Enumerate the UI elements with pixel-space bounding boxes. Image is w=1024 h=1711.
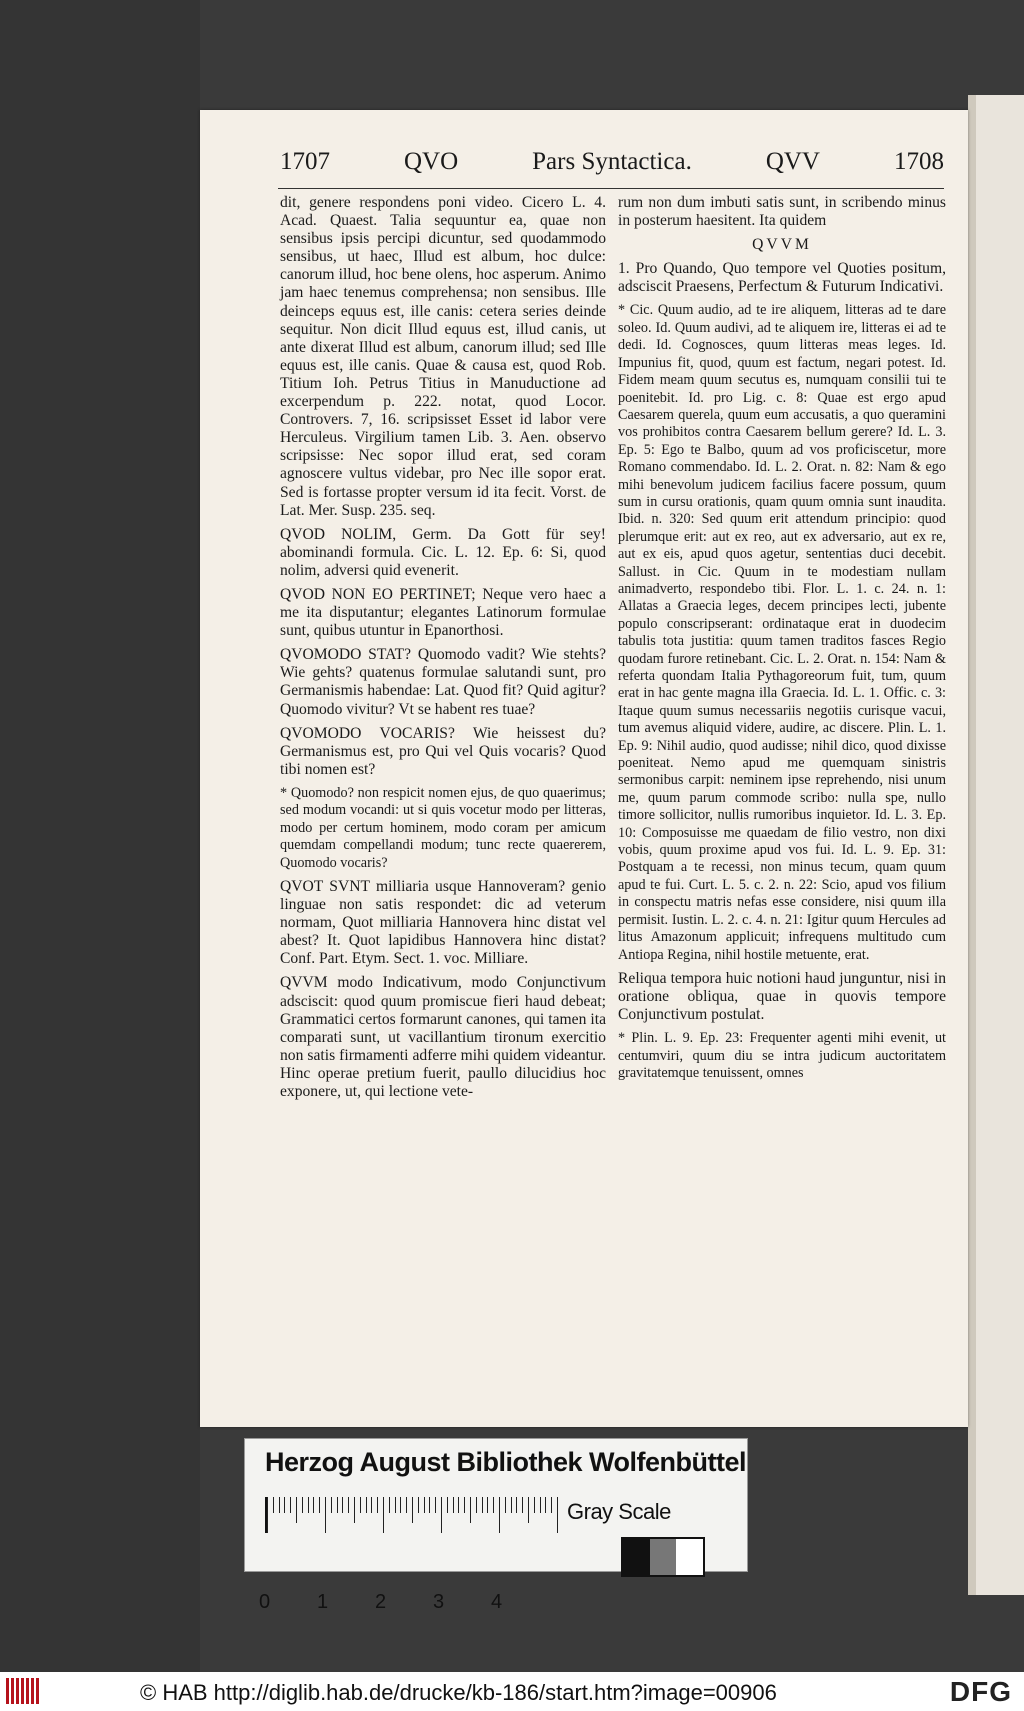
ruler-tick (313, 1497, 314, 1513)
ruler-tick (505, 1497, 506, 1513)
scanner-background (0, 0, 200, 1672)
ruler-tick (447, 1497, 448, 1513)
gray-scale-swatch (621, 1537, 705, 1577)
dfg-logo: DFG (949, 1676, 1012, 1707)
ruler-tick (470, 1497, 471, 1523)
library-name: Herzog August Bibliothek Wolfenbüttel (265, 1447, 746, 1477)
ruler-tick (516, 1497, 517, 1513)
hab-logo-icon (6, 1678, 46, 1704)
next-page-edge (968, 95, 1024, 1595)
ruler-tick (551, 1497, 552, 1513)
book-page (200, 110, 968, 1427)
ruler-tick (557, 1497, 558, 1533)
entry-quod-non-eo-pertinet: QVOD NON EO PERTINET; Neque vero haec a me ita disputantur; elegantes Latinorum formulae sunt, quibus utuntur in Epanorthosi. (280, 585, 606, 640)
ruler-tick (290, 1497, 291, 1513)
ruler-tick (383, 1497, 384, 1533)
ruler-number: 4 (491, 1591, 503, 1613)
ruler-tick (412, 1497, 413, 1523)
right-keyword: QVV (765, 148, 820, 175)
ruler-tick (308, 1497, 309, 1513)
entry-quomodo-vocaris: QVOMODO VOCARIS? Wie heissest du? Germanismus est, pro Qui vel Quis vocaris? Quod tibi nomen est? (280, 724, 606, 778)
paragraph: rum non dum imbuti satis sunt, in scribendo minus in posterum haesitent. Ita quidem (618, 194, 946, 230)
ruler-tick (342, 1497, 343, 1513)
right-page-number: 1708 (893, 148, 944, 175)
ruler-number: 1 (317, 1591, 329, 1613)
ruler-tick (354, 1497, 355, 1523)
ruler-tick (511, 1497, 512, 1513)
left-page-number: 1707 (280, 148, 330, 175)
ruler-tick (528, 1497, 529, 1523)
ruler-tick (476, 1497, 477, 1513)
left-column (280, 194, 606, 1107)
ruler-tick (435, 1497, 436, 1513)
entry-quomodo-stat: QVOMODO STAT? Quomodo vadit? Wie stehts? Wie gehts? quatenus formulae salutandi sunt, pro Germanismis habendae: Lat. Quod fit? Quid agitur? Quomodo vivitur? Vt se habent res tuae? (280, 646, 606, 718)
left-keyword: QVO (403, 148, 459, 175)
ruler-tick (482, 1497, 483, 1513)
ruler-tick (522, 1497, 523, 1513)
footer-bar (0, 1672, 1024, 1711)
page-header (280, 148, 944, 188)
ruler-tick (487, 1497, 488, 1513)
gray-scale-label: Gray Scale (567, 1499, 671, 1524)
ruler-tick (499, 1497, 500, 1533)
ruler-tick (400, 1497, 401, 1513)
ruler-tick (540, 1497, 541, 1513)
ruler-tick (406, 1497, 407, 1513)
ruler-tick (296, 1497, 297, 1523)
footer-url[interactable]: © HAB http://diglib.hab.de/drucke/kb-186/start.htm?image=00906 (140, 1680, 777, 1705)
ruler-tick (273, 1497, 274, 1513)
ruler-tick (319, 1497, 320, 1513)
ruler-tick (424, 1497, 425, 1513)
ruler-tick (545, 1497, 546, 1513)
ruler-number: 2 (375, 1591, 387, 1613)
ruler-tick (377, 1497, 378, 1513)
ruler-tick (267, 1497, 268, 1533)
ruler-tick (441, 1497, 442, 1533)
ruler-tick (458, 1497, 459, 1513)
scale-ruler (259, 1497, 550, 1613)
library-color-card (244, 1438, 748, 1613)
rule-1: 1. Pro Quando, Quo tempore vel Quoties positum, adsciscit Praesens, Perfectum & Futurum Indicativi. (618, 260, 946, 296)
ruler-tick (371, 1497, 372, 1513)
ruler-number: 3 (433, 1591, 445, 1613)
right-column (618, 194, 946, 1088)
entry-quot-sunt: QVOT SVNT milliaria usque Hannoveram? genio linguae non satis respondet: dic ad veterum normam, Quot milliaria Hannovera hinc distat vel abest? It. Quot lapidibus Hannovera hinc distat? Conf. Part. Etym. Sect. 1. voc. Milliare. (280, 877, 606, 968)
ruler-tick (284, 1497, 285, 1513)
paragraph: dit, genere respondens poni video. Cicero L. 4. Acad. Quaest. Talia sequuntur ea, quae non sensibus ipsis percipi dicuntur, sed quodammodo sensibus, ut haec, Illud est album, hoc dulce: canorum illud, hoc bene olens, hoc asperum. Animo jam haec tenemus comprehensa; non sensibus. Ille deinceps equus est, ille canis: cetera series deinde sequitur. Non dicit Illud equus est, illud canis, ut ante dixerat Illud est album, canorum illud; sed Ille equus est, ille canis. Quae & causa est, quod Rob. Titium Ioh. Petrus Titius in Manuductione ad excerpendum p. 222. notat, quod Locor. Controvers. 7, 16. scripsisset Esset id labor vere Herculeus. Virgilium tamen Lib. 3. Aen. observo scripsisse: Nec sopor illud erat, sed coram agnoscere vultus videbar, pro Nec ille sopor erat. Sed is fortasse propter versum id ita fecit. Vorst. de Lat. Mer. Susp. 235. seq. (280, 194, 606, 519)
ruler-tick (302, 1497, 303, 1513)
ruler-tick (464, 1497, 465, 1513)
ruler-tick (389, 1497, 390, 1513)
examples-note: * Cic. Quum audio, ad te ire aliquem, litteras ad te dare soleo. Id. Quum audivi, ad te aliquem ire, litteras ei ad te dedi. Id. Cognosces, quum litteras meas leges. Id. Impunius fit, quod, quum est factum, negari potest. Id. Fidem meam quum secutus es, numquam consilii tui te poenitebit. Id. pro Lig. c. 8: Quae est ergo apud Caesarem querela, quum eum accusatis, a quo queramini vos prohibitos contra Caesarem bellum gerere? Id. L. 3. Ep. 5: Ego te Balbo, quum ad vos proficiscetur, more Romano commendabo. Id. L. 2. Orat. n. 82: Nam & ego mihi benevolum judicem facilius facere possum, quum sum in cursu orationis, quam quum omnia sunt inaudita. Ibid. n. 320: Sed quum erit attendum principio: quod plerumque erit: aut ex reo, aut ex adversario, aut ex re, aut ex eis, apud quos agetur, sententias duci decebit. Sallust. in Cic. Quum in te modestiam nullam animadverto, respondebo tibi. Flor. L. 1. c. 24. n. 1: Allatas a Graecia leges, decem principes lecti, jubente populo conscripserant: ordinataque erat in duodecim tabulis tota justitia: quum tamen traditos fasces Regio quodam furore retinebant. Cic. L. 2. Orat. n. 154: Nam & referta quondam Italia Pythagoreorum fuit, tum, quum erat in hac gente magna illa Graecia. Id. L. 1. Offic. c. 3: Itaque quum sumus necessariis negotiis curisque vacui, tum avemus aliquid videre, audire, ac discere. Plin. L. 1. Ep. 9: Nihil audio, quod audisse; nihil dico, quod dixisse poeniteat. Nemo apud me quemquam sinistris sermonibus carpit: neminem ipse reprehendo, nisi unum me, quum parum commode scribo: nulla spe, nullo timore sollicitor, nullis rumoribus inquietor. Id. L. 3. Ep. 10: Composuisse me quaedam de filio vestro, non dixi vobis, quum proxime apud vos fui. Id. L. 9. Ep. 31: Postquam a te recessi, non minus tecum, quam quum apud te fui. Curt. L. 5. c. 2. n. 22: Scio, apud vos filium in conspectu matris nefas esse considere, nisi quum illa permisit. Iustin. L. 2. c. 4. n. 21: Igitur quum Hercules ad litus Amazonum applicuit; infrequens multitudo cum Antiopa Regina, nihil hostile metuente, erat. (618, 302, 946, 963)
ruler-tick (348, 1497, 349, 1513)
ruler-tick (534, 1497, 535, 1513)
ruler-tick (429, 1497, 430, 1513)
ruler-tick (325, 1497, 326, 1533)
ruler-tick (418, 1497, 419, 1513)
page-title: Pars Syntactica. (532, 148, 692, 175)
entry-quum: QVVM modo Indicativum, modo Conjunctivum adsciscit: quod quum promiscue fieri haud debeat; Grammatici certos formarunt canones, qui tamen ita comparati sunt, ut vacillantium tironum exercitio non satis firmamenti adferre mihi quidem videantur. Hinc operae pretium fuerit, paullo dilucidius hoc exponere, ut, qui lectione vete- (280, 974, 606, 1100)
note-plin: * Plin. L. 9. Ep. 23: Frequenter agenti mihi evenit, ut centumviri, quum diu se intra judicum auctoritatem gravitatemque tenuissent, omnes (618, 1030, 946, 1081)
ruler-tick (279, 1497, 280, 1513)
ruler-tick (360, 1497, 361, 1513)
ruler-tick (395, 1497, 396, 1513)
ruler-tick (366, 1497, 367, 1513)
header-rule (278, 188, 944, 189)
ruler-number: 0 (259, 1591, 271, 1613)
note-quomodo: * Quomodo? non respicit nomen ejus, de quo quaerimus; sed modum vocandi: ut si quis vocetur modo per litteras, modo per certum hominem, modo coram per amicum quemdam compellandi modum; tunc recte quaererem, Quomodo vocaris? (280, 784, 606, 871)
paragraph-reliqua: Reliqua tempora huic notioni haud junguntur, nisi in oratione obliqua, quae in quovis tempore Conjunctivum postulat. (618, 969, 946, 1024)
ruler-tick (337, 1497, 338, 1513)
entry-quod-nolim: QVOD NOLIM, Germ. Da Gott für sey! abominandi formula. Cic. L. 12. Ep. 6: Si, quod nolim, adversi quid evenerit. (280, 525, 606, 579)
ruler-tick (453, 1497, 454, 1513)
ruler-tick (331, 1497, 332, 1513)
ruler-tick (493, 1497, 494, 1513)
section-heading-quum: QVVM (752, 236, 812, 254)
